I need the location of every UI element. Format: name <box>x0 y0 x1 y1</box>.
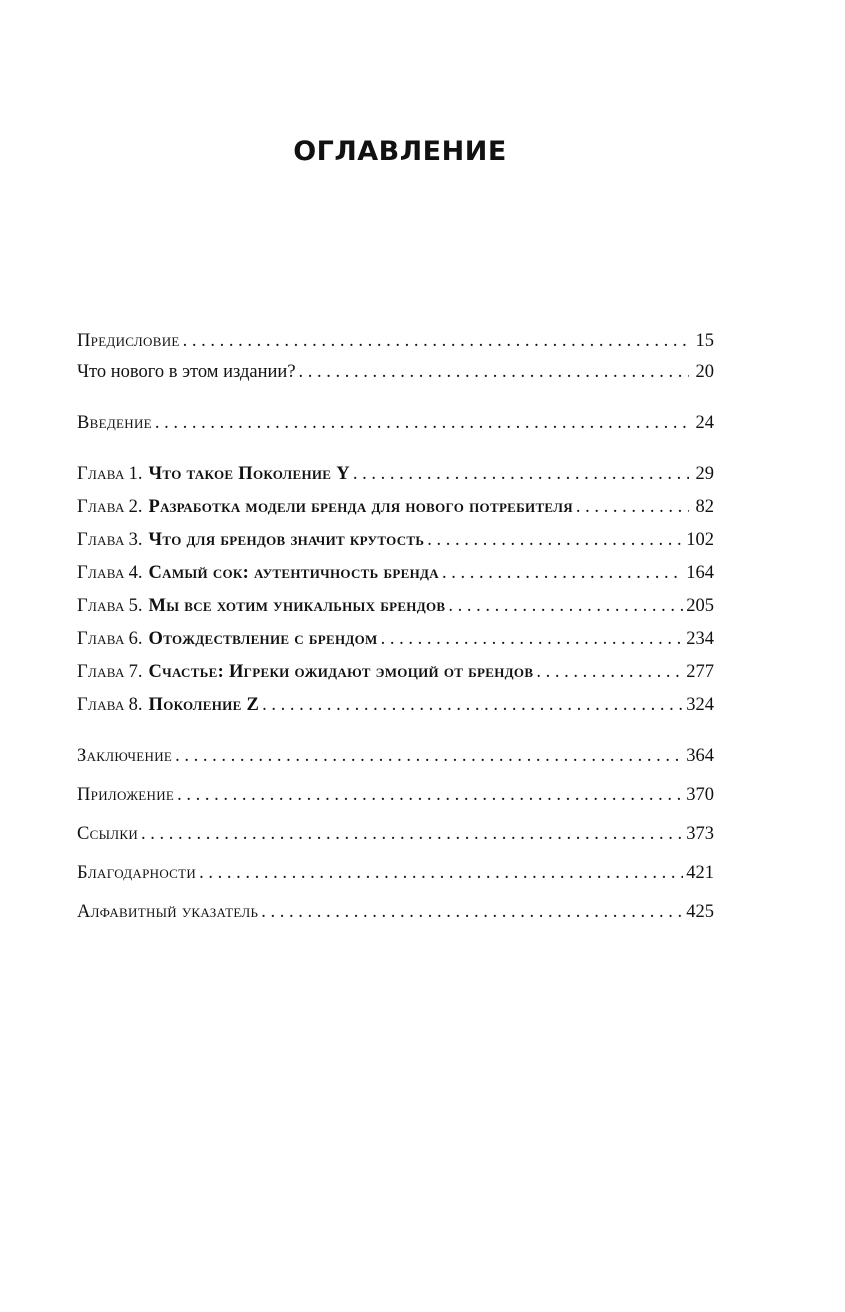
toc-entry-chapter-6[interactable] <box>77 624 714 655</box>
toc-entry-label: Заключение <box>77 746 173 766</box>
chapter-title: Отождествление с брендом <box>148 629 378 649</box>
toc-page-number: 102 <box>686 530 714 550</box>
chapter-label: Глава <box>77 464 125 484</box>
toc-entry-preface[interactable] <box>77 326 714 357</box>
leader-dots <box>175 741 683 772</box>
page-title: ОГЛАВЛЕНИЕ <box>293 136 507 167</box>
chapter-label: Глава <box>77 530 125 550</box>
chapter-number: 4. <box>128 563 143 583</box>
leader-dots <box>536 657 683 688</box>
chapter-title: Счастье: Игреки ожидают эмоций от брендов <box>148 662 534 682</box>
toc-entry-whats-new[interactable] <box>77 357 714 388</box>
toc-entry-label: Благодарности <box>77 863 197 883</box>
chapter-title: Разработка модели бренда для нового потребителя <box>148 497 573 517</box>
table-of-contents <box>77 326 714 928</box>
toc-page-number: 29 <box>695 464 714 484</box>
chapter-title: Самый сок: аутентичность бренда <box>148 563 439 583</box>
leader-dots <box>155 408 689 439</box>
chapter-title: Что такое Поколение Y <box>148 464 350 484</box>
toc-page-number: 421 <box>686 863 714 883</box>
toc-page-number: 364 <box>686 746 714 766</box>
leader-dots <box>448 591 683 622</box>
toc-entry-chapter-5[interactable] <box>77 591 714 622</box>
chapter-label: Глава <box>77 596 125 616</box>
toc-entry-introduction[interactable] <box>77 408 714 439</box>
toc-entry-references[interactable] <box>77 819 714 850</box>
chapter-label: Глава <box>77 563 125 583</box>
toc-page-number: 205 <box>686 596 714 616</box>
chapter-title: Что для брендов значит крутость <box>148 530 425 550</box>
leader-dots <box>576 492 689 523</box>
toc-page-number: 234 <box>686 629 714 649</box>
toc-entry-label: Ссылки <box>77 824 139 844</box>
toc-entry-label: Приложение <box>77 785 175 805</box>
chapter-label: Глава <box>77 629 125 649</box>
toc-page-number: 15 <box>695 331 714 351</box>
toc-entry-chapter-4[interactable] <box>77 558 714 589</box>
chapter-number: 6. <box>128 629 143 649</box>
toc-entry-chapter-2[interactable] <box>77 492 714 523</box>
chapter-label: Глава <box>77 662 125 682</box>
toc-page-number: 82 <box>695 497 714 517</box>
toc-page-number: 277 <box>686 662 714 682</box>
chapter-label: Глава <box>77 695 125 715</box>
chapter-number: 7. <box>128 662 143 682</box>
leader-dots <box>381 624 684 655</box>
leader-dots <box>141 819 683 850</box>
toc-page-number: 324 <box>686 695 714 715</box>
toc-page-number: 20 <box>695 362 714 382</box>
toc-page-number: 425 <box>686 902 714 922</box>
toc-entry-chapter-3[interactable] <box>77 525 714 556</box>
chapter-number: 1. <box>128 464 143 484</box>
toc-page-number: 370 <box>686 785 714 805</box>
chapter-number: 5. <box>128 596 143 616</box>
toc-entry-chapter-1[interactable] <box>77 459 714 490</box>
leader-dots <box>299 357 689 388</box>
toc-page-number: 24 <box>695 413 714 433</box>
toc-entry-label: Введение <box>77 413 152 433</box>
leader-dots <box>353 459 689 490</box>
toc-entry-appendix[interactable] <box>77 780 714 811</box>
toc-entry-chapter-8[interactable] <box>77 690 714 721</box>
toc-entry-index[interactable] <box>77 897 714 928</box>
leader-dots <box>199 858 683 889</box>
chapter-label: Глава <box>77 497 125 517</box>
toc-page-number: 164 <box>686 563 714 583</box>
leader-dots <box>262 690 683 721</box>
leader-dots <box>442 558 683 589</box>
leader-dots <box>427 525 683 556</box>
chapter-number: 2. <box>128 497 143 517</box>
toc-entry-chapter-7[interactable] <box>77 657 714 688</box>
chapter-number: 8. <box>128 695 143 715</box>
leader-dots <box>177 780 683 811</box>
toc-entry-conclusion[interactable] <box>77 741 714 772</box>
toc-entry-label: Алфавитный указатель <box>77 902 259 922</box>
leader-dots <box>261 897 683 928</box>
toc-page-number: 373 <box>686 824 714 844</box>
leader-dots <box>183 326 689 357</box>
chapter-title: Мы все хотим уникальных брендов <box>148 596 446 616</box>
toc-entry-label: Предисловие <box>77 331 180 351</box>
chapter-title: Поколение Z <box>148 695 260 715</box>
toc-entry-label: Что нового в этом издании? <box>77 362 296 382</box>
toc-entry-acknowledgements[interactable] <box>77 858 714 889</box>
chapter-number: 3. <box>128 530 143 550</box>
